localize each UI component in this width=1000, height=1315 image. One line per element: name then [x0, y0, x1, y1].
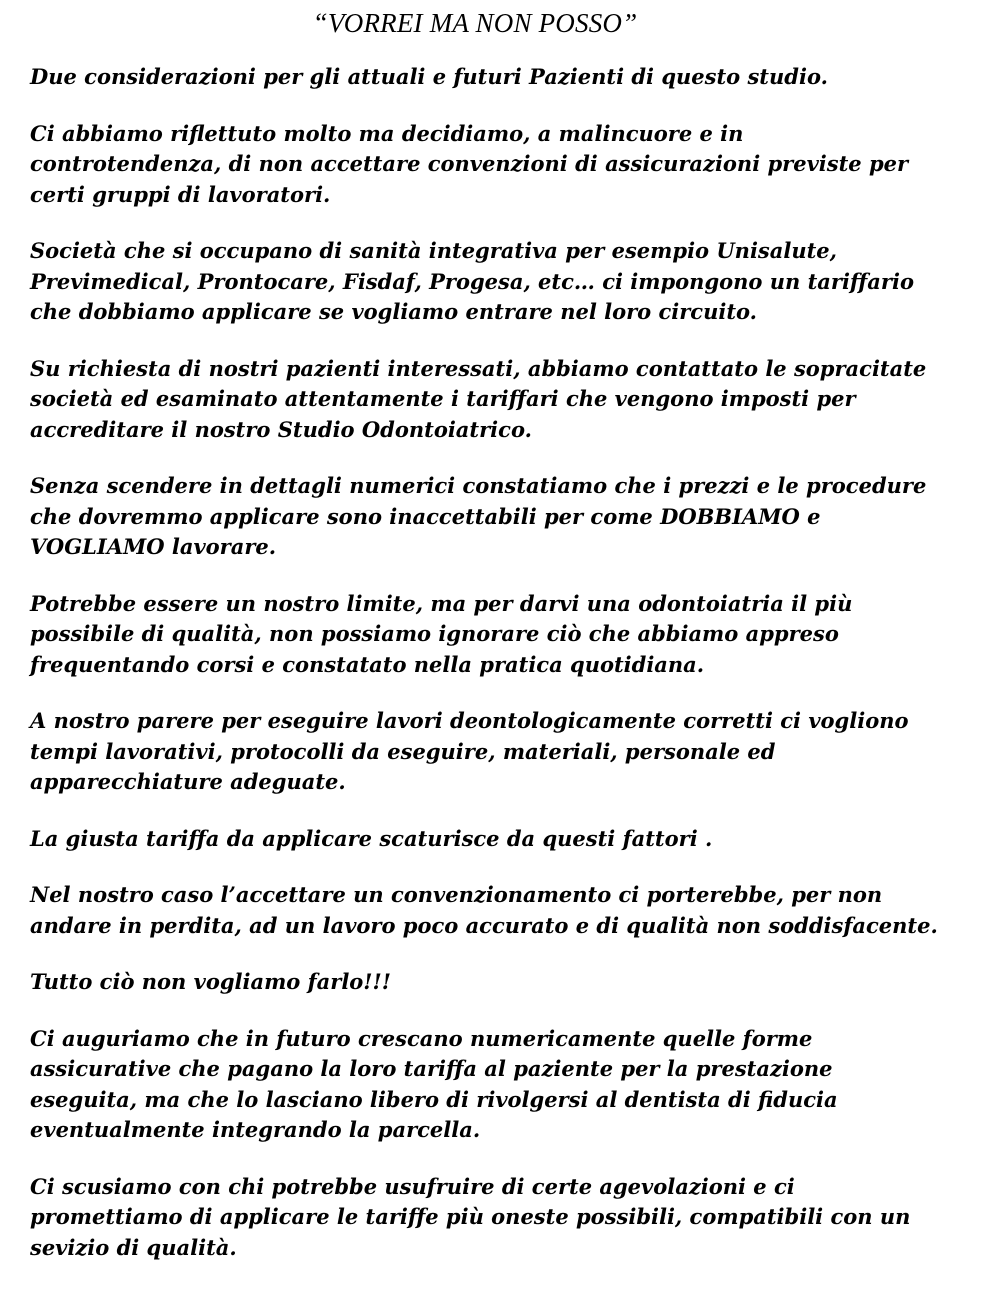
- text-line: Previmedical, Prontocare, Fisdaf, Progesa, etc… ci impongono un tariffario: [30, 268, 914, 294]
- paragraph: [30, 119, 970, 211]
- text-line: controtendenza, di non accettare convenzioni di assicurazioni previste per: [30, 151, 909, 176]
- document-body: [30, 62, 970, 1289]
- text-line: società ed esaminato attentamente i tariffari che vengono imposti per: [30, 386, 856, 411]
- paragraph: [30, 1172, 970, 1264]
- text-line: Senza scendere in dettagli numerici constatiamo che i prezzi e le procedure: [30, 473, 927, 498]
- text-line: Due considerazioni per gli attuali e futuri Pazienti di questo studio.: [30, 64, 828, 89]
- text-line: apparecchiature adeguate.: [30, 769, 346, 794]
- text-line: assicurative che pagano la loro tariffa al paziente per la prestazione: [30, 1056, 833, 1081]
- text-line: Ci abbiamo riflettuto molto ma decidiamo, a malincuore e in: [30, 120, 744, 146]
- document-title: “VORREI MA NON POSSO”: [312, 8, 638, 38]
- text-line: andare in perdita, ad un lavoro poco accurato e di qualità non soddisfacente.: [30, 912, 938, 938]
- text-line: Società che si occupano di sanità integrativa per esempio Unisalute,: [30, 238, 837, 263]
- paragraph: [30, 824, 970, 855]
- text-line: Ci auguriamo che in futuro crescano numericamente quelle forme: [30, 1025, 813, 1051]
- text-line: che dobbiamo applicare se vogliamo entrare nel loro circuito.: [30, 299, 757, 324]
- text-line: Potrebbe essere un nostro limite, ma per darvi una odontoiatria il più: [30, 590, 853, 616]
- text-line: Su richiesta di nostri pazienti interessati, abbiamo contattato le sopracitate: [30, 355, 927, 381]
- text-line: accreditare il nostro Studio Odontoiatrico.: [30, 416, 532, 442]
- paragraph: [30, 706, 970, 798]
- text-line: A nostro parere per eseguire lavori deontologicamente corretti ci vogliono: [30, 708, 909, 733]
- text-line: La giusta tariffa da applicare scaturisce da questi fattori .: [30, 825, 713, 851]
- text-line: che dovremmo applicare sono inaccettabili per come DOBBIAMO e: [30, 503, 821, 529]
- text-line: Tutto ciò non vogliamo farlo!!!: [30, 969, 391, 994]
- paragraph: [30, 1024, 970, 1146]
- paragraph: [30, 967, 970, 998]
- text-line: tempi lavorativi, protocolli da eseguire, materiali, personale ed: [30, 738, 776, 764]
- paragraph: [30, 354, 970, 446]
- text-line: frequentando corsi e constatato nella pratica quotidiana.: [30, 651, 705, 677]
- text-line: Ci scusiamo con chi potrebbe usufruire di certe agevolazioni e ci: [30, 1173, 795, 1199]
- text-line: eseguita, ma che lo lasciano libero di rivolgersi al dentista di fiducia: [30, 1086, 838, 1112]
- text-line: sevizio di qualità.: [30, 1234, 237, 1260]
- text-line: promettiamo di applicare le tariffe più oneste possibili, compatibili con un: [30, 1204, 911, 1229]
- text-line: certi gruppi di lavoratori.: [30, 181, 331, 207]
- paragraph: [30, 471, 970, 563]
- text-line: Nel nostro caso l’accettare un convenzionamento ci porterebbe, per non: [30, 882, 883, 907]
- text-line: VOGLIAMO lavorare.: [30, 534, 277, 559]
- paragraph: [30, 62, 970, 93]
- paragraph: [30, 236, 970, 328]
- text-line: eventualmente integrando la parcella.: [30, 1117, 481, 1142]
- text-line: possibile di qualità, non possiamo ignorare ciò che abbiamo appreso: [30, 621, 839, 646]
- paragraph: [30, 589, 970, 681]
- paragraph: [30, 880, 970, 941]
